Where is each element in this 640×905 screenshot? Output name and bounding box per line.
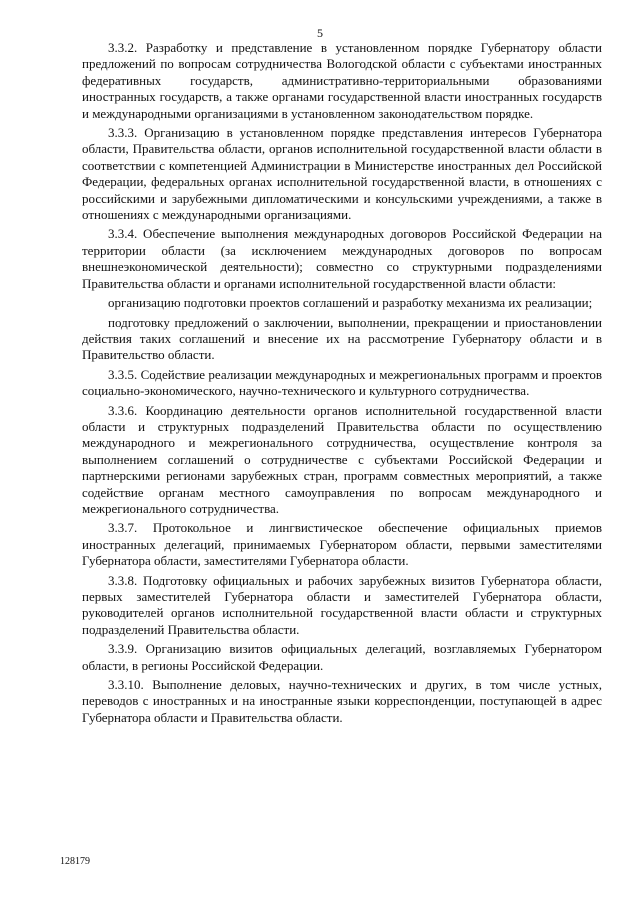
paragraph-3-3-3: 3.3.3. Организацию в установленном порядке представления интересов Губернатора области, Правительства области, органов исполнительной государственной власти области в соответствии с компетенцией Администрации в Министерстве иностранных дел Российской Федерации, федеральных органах исполнительной государственной власти, в отношениях с российскими и зарубежными дипломатическими и консульскими учреждениями, а также в отношениях с международными организациями. [82,125,602,223]
paragraph-3-3-2: 3.3.2. Разработку и представление в установленном порядке Губернатору области предложений по вопросам сотрудничества Вологодской области с субъектами иностранных федеративных государств, административно-территориальными образованиями иностранных государств, а также органами государственной власти иностранных государств и международными организациями в установленном законодательством порядке. [82,40,602,121]
paragraph-3-3-7: 3.3.7. Протокольное и лингвистическое обеспечение официальных приемов иностранных делегаций, принимаемых Губернатором области, первыми заместителями Губернатора области, заместителями Губернатора области. [82,520,602,569]
paragraph-3-3-9: 3.3.9. Организацию визитов официальных делегаций, возглавляемых Губернатором области, в регионы Российской Федерации. [82,641,602,673]
paragraph-3-3-4-item-2: подготовку предложений о заключении, выполнении, прекращении и приостановлении действия таких соглашений и внесение их на рассмотрение Губернатору области и в Правительство области. [82,314,602,363]
paragraph-3-3-10: 3.3.10. Выполнение деловых, научно-технических и других, в том числе устных, переводов с иностранных и на иностранные языки корреспонденции, поступающей в адрес Губернатора области и Правительства области. [82,677,602,725]
paragraph-3-3-8: 3.3.8. Подготовку официальных и рабочих зарубежных визитов Губернатора области, первых заместителей Губернатора области и заместителей Губернатора области, руководителей органов исполнительной государственной власти области и структурных подразделений Правительства области. [82,572,602,637]
paragraph-3-3-6: 3.3.6. Координацию деятельности органов исполнительной государственной власти области и структурных подразделений Правительства области по осуществлению международного и межрегионального сотрудничества, осуществление контроля за выполнением соглашений о сотрудничестве с субъектами Российской Федерации и партнерскими регионами зарубежных стран, программ совместных мероприятий, а также содействие органам местного самоуправления по вопросам международного и межрегионального сотрудничества. [82,402,602,516]
paragraph-3-3-4: 3.3.4. Обеспечение выполнения международных договоров Российской Федерации на территории области (за исключением международных договоров по вопросам внешнеэкономической деятельности); совместно со структурными подразделениями Правительства области и органами исполнительной государственной власти области: [82,226,602,291]
footer-document-code: 128179 [60,856,90,867]
page-number: 5 [317,26,323,40]
document-body [82,40,602,729]
paragraph-3-3-5: 3.3.5. Содействие реализации международных и межрегиональных программ и проектов социально-экономического, научно-технического и культурного сотрудничества. [82,366,602,399]
paragraph-3-3-4-item-1: организацию подготовки проектов соглашений и разработку механизма их реализации; [108,295,593,311]
